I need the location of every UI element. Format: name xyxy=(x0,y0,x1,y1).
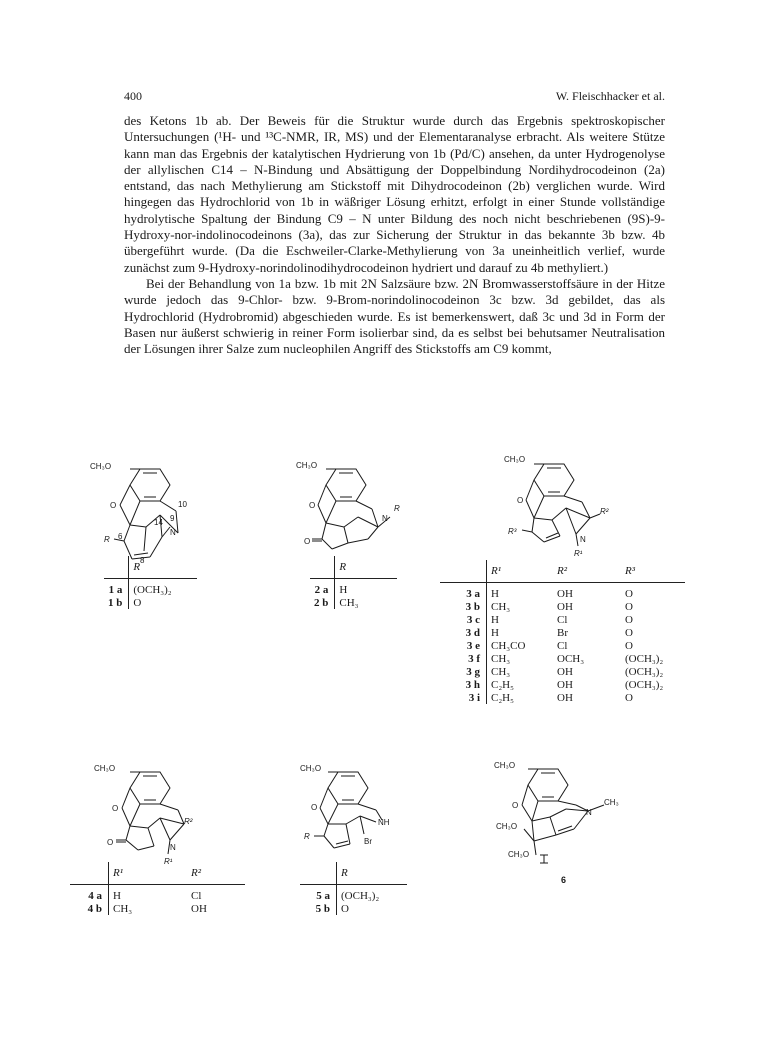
paragraph: Bei der Behandlung von 1a bzw. 1b mit 2N Salzsäure bzw. 2N Bromwasserstoffsäure in der Hitze wurde jedoch das 9-Chlor- bzw. 9-Brom-norindolinocodeinon 3c bzw. 3d gebildet, das als Hydrochlorid (Hydrobromid) abgeschieden wurde. Es ist bemerkenswert, daß 3c und 3d in Form der Basen nur äußerst schwierig in reiner Form isolierbar sind, da es selbst bei behutsamer Neutralisation der Lösungen ihrer Salze zum nucleophilen Angriff des Stickstoffs am C9 kommt, xyxy=(124,275,665,357)
nitrogen-label: N xyxy=(170,528,176,537)
table-cell: Br xyxy=(557,626,568,639)
r1-label: R¹ xyxy=(574,549,583,558)
structure-4a-4b xyxy=(94,758,224,868)
compound-label: 5 b xyxy=(315,902,330,915)
compound-label: 3 f xyxy=(468,652,480,665)
methoxy-label: CH₃O xyxy=(300,764,322,773)
compound-label: 1 b xyxy=(108,596,123,609)
table-cell: O xyxy=(625,600,633,613)
compound-label: 4 b xyxy=(87,902,102,915)
table-cell: C₂H₅ xyxy=(487,691,554,704)
table-cell: O xyxy=(625,587,633,600)
compound-label: 3 h xyxy=(465,678,480,691)
structure-2a-2b xyxy=(296,455,416,565)
compound-label: 2 b xyxy=(314,596,329,609)
table-cell: (OCH₃)₂ xyxy=(625,665,664,678)
nitrogen-label: N xyxy=(170,843,176,852)
table-cell: H xyxy=(487,613,554,626)
table-cell: H xyxy=(487,587,554,600)
running-head: W. Fleischhacker et al. xyxy=(555,89,665,103)
methoxy-label: CH₃O xyxy=(494,761,516,770)
table-cell: CH₃ xyxy=(487,652,554,665)
keto-oxygen-label: O xyxy=(107,838,114,847)
table-cell: Cl xyxy=(557,613,568,626)
compound-label: 3 g xyxy=(466,665,480,678)
structure-3a-3i xyxy=(504,450,634,560)
methoxy-label: CH₃O xyxy=(94,764,116,773)
oxygen-label: O xyxy=(512,801,519,810)
table-cell: (OCH₃)₂ xyxy=(337,889,408,902)
table-cell: CH₃CO xyxy=(487,639,554,652)
locant-label: 14 xyxy=(154,518,163,527)
table-cell: (OCH₃)₂ xyxy=(625,652,664,665)
table-cell: C₂H₅ xyxy=(487,678,554,691)
compound-label: 3 e xyxy=(466,639,480,652)
r3-label: R³ xyxy=(508,527,517,536)
compound-label: 5 a xyxy=(316,889,330,902)
paragraph: des Ketons 1b ab. Der Beweis für die Struktur wurde durch das Ergebnis spektroskopischer Untersuchungen (¹H- und ¹³C-NMR, IR, MS) und der Elementaranalyse erbracht. Als weitere Stütze kann man das Ergebnis der katalytischen Hydrierung von 1b (Pd/C) ansehen, da unter Hydrogenolyse der allylischen C14 – N-Bindung und Absättigung der Doppelbindung Nordihydrocodeinon (2a) entstand, das nach Methylierung am Stickstoff mit Dihydrocodeinon (2b) verglichen wurde. Wird hingegen das Hydrochlorid von 1b in wäßriger Lösung erhitzt, erfolgt in einer Stunde vollständige hydrolytische Spaltung der Bindung C9 – N unter Bildung des noch nicht beschriebenen (9S)-9-Hydroxy-nor-indolinocodeinons (3a), das zur Sicherung der Struktur in das bekannte 3b bzw. 4b übergeführt wurde. (Da die Eschweiler-Clarke-Methylierung von 3a uneinheitlich verlief, wurde zunächst zum 9-Hydroxy-norindolinodihydrocodeinon hydriert und darauf zu 4b methyliert.) xyxy=(124,113,665,275)
table-cell: H xyxy=(487,626,554,639)
methoxy-label: CH₃O xyxy=(508,850,530,859)
n-methyl-label: CH₃ xyxy=(604,798,619,807)
nh-label: NH xyxy=(378,818,390,827)
methoxy-label: CH₃O xyxy=(296,461,318,470)
table-cell: CH₃ xyxy=(335,596,398,609)
nitrogen-label: N xyxy=(382,514,388,523)
substituent-table-3 xyxy=(440,560,685,704)
r1-label: R¹ xyxy=(164,857,173,866)
body-text xyxy=(124,113,665,357)
table-cell: OH xyxy=(557,691,573,704)
column-header: R xyxy=(337,862,408,885)
substituent-table-5 xyxy=(300,862,407,915)
oxygen-label: O xyxy=(110,501,117,510)
table-cell: OH xyxy=(557,600,573,613)
compound-label: 3 d xyxy=(465,626,480,639)
substituent-table-1 xyxy=(104,556,197,609)
r2-label: R² xyxy=(184,817,193,826)
table-cell: OH xyxy=(191,902,207,915)
column-header: R² xyxy=(191,867,202,879)
compound-label: 3 c xyxy=(466,613,480,626)
methoxy-label: CH₃O xyxy=(90,462,112,471)
compound-label: 4 a xyxy=(88,889,102,902)
page-number: 400 xyxy=(124,89,142,103)
oxygen-label: O xyxy=(309,501,316,510)
structure-5a-5b xyxy=(300,758,410,858)
table-cell: OCH₃ xyxy=(557,652,585,665)
locant-label: 10 xyxy=(178,500,187,509)
table-cell: O xyxy=(625,639,633,652)
nitrogen-label: N xyxy=(586,808,592,817)
compound-label: 6 xyxy=(561,875,567,885)
table-cell: OH xyxy=(557,678,573,691)
compound-label: 1 a xyxy=(108,583,123,596)
nitrogen-label: N xyxy=(580,535,586,544)
methoxy-label: CH₃O xyxy=(496,822,518,831)
oxygen-label: O xyxy=(311,803,318,812)
table-cell: O xyxy=(625,613,633,626)
table-cell: Cl xyxy=(191,889,202,902)
table-cell: CH₃ xyxy=(109,902,188,915)
methoxy-label: CH₃O xyxy=(504,455,526,464)
table-cell: CH₃ xyxy=(487,600,554,613)
table-cell: O xyxy=(337,902,408,915)
table-cell: Cl xyxy=(557,639,568,652)
substituent-table-4 xyxy=(70,862,245,915)
r-label: R xyxy=(394,504,400,513)
substituent-table-2 xyxy=(310,556,397,609)
table-cell: OH xyxy=(557,665,573,678)
compound-label: 3 i xyxy=(468,691,480,704)
table-cell: O xyxy=(625,626,633,639)
locant-label: 6 xyxy=(118,532,123,541)
oxygen-label: O xyxy=(517,496,524,505)
compound-label: 2 a xyxy=(314,583,329,596)
column-header: R² xyxy=(557,565,568,577)
table-cell: (OCH₃)₂ xyxy=(129,583,198,596)
table-cell: OH xyxy=(557,587,573,600)
r-label: R xyxy=(104,535,110,544)
keto-oxygen-label: O xyxy=(304,537,311,546)
table-cell: H xyxy=(109,889,188,902)
structure-6 xyxy=(494,755,634,870)
compound-label: 3 a xyxy=(466,587,480,600)
table-cell: CH₃ xyxy=(487,665,554,678)
locant-label: 8 xyxy=(140,556,145,565)
oxygen-label: O xyxy=(112,804,119,813)
column-header: R¹ xyxy=(487,560,554,583)
table-cell: H xyxy=(335,583,398,596)
bromo-label: Br xyxy=(364,837,372,846)
locant-label: 9 xyxy=(170,514,175,523)
column-header: R xyxy=(335,556,398,579)
table-cell: O xyxy=(625,691,633,704)
column-header: R xyxy=(129,556,198,579)
table-cell: O xyxy=(129,596,198,609)
r2-label: R² xyxy=(600,507,609,516)
table-cell: (OCH₃)₂ xyxy=(625,678,664,691)
column-header: R¹ xyxy=(109,862,188,885)
column-header: R³ xyxy=(625,565,636,577)
r-label: R xyxy=(304,832,310,841)
compound-label: 3 b xyxy=(465,600,480,613)
